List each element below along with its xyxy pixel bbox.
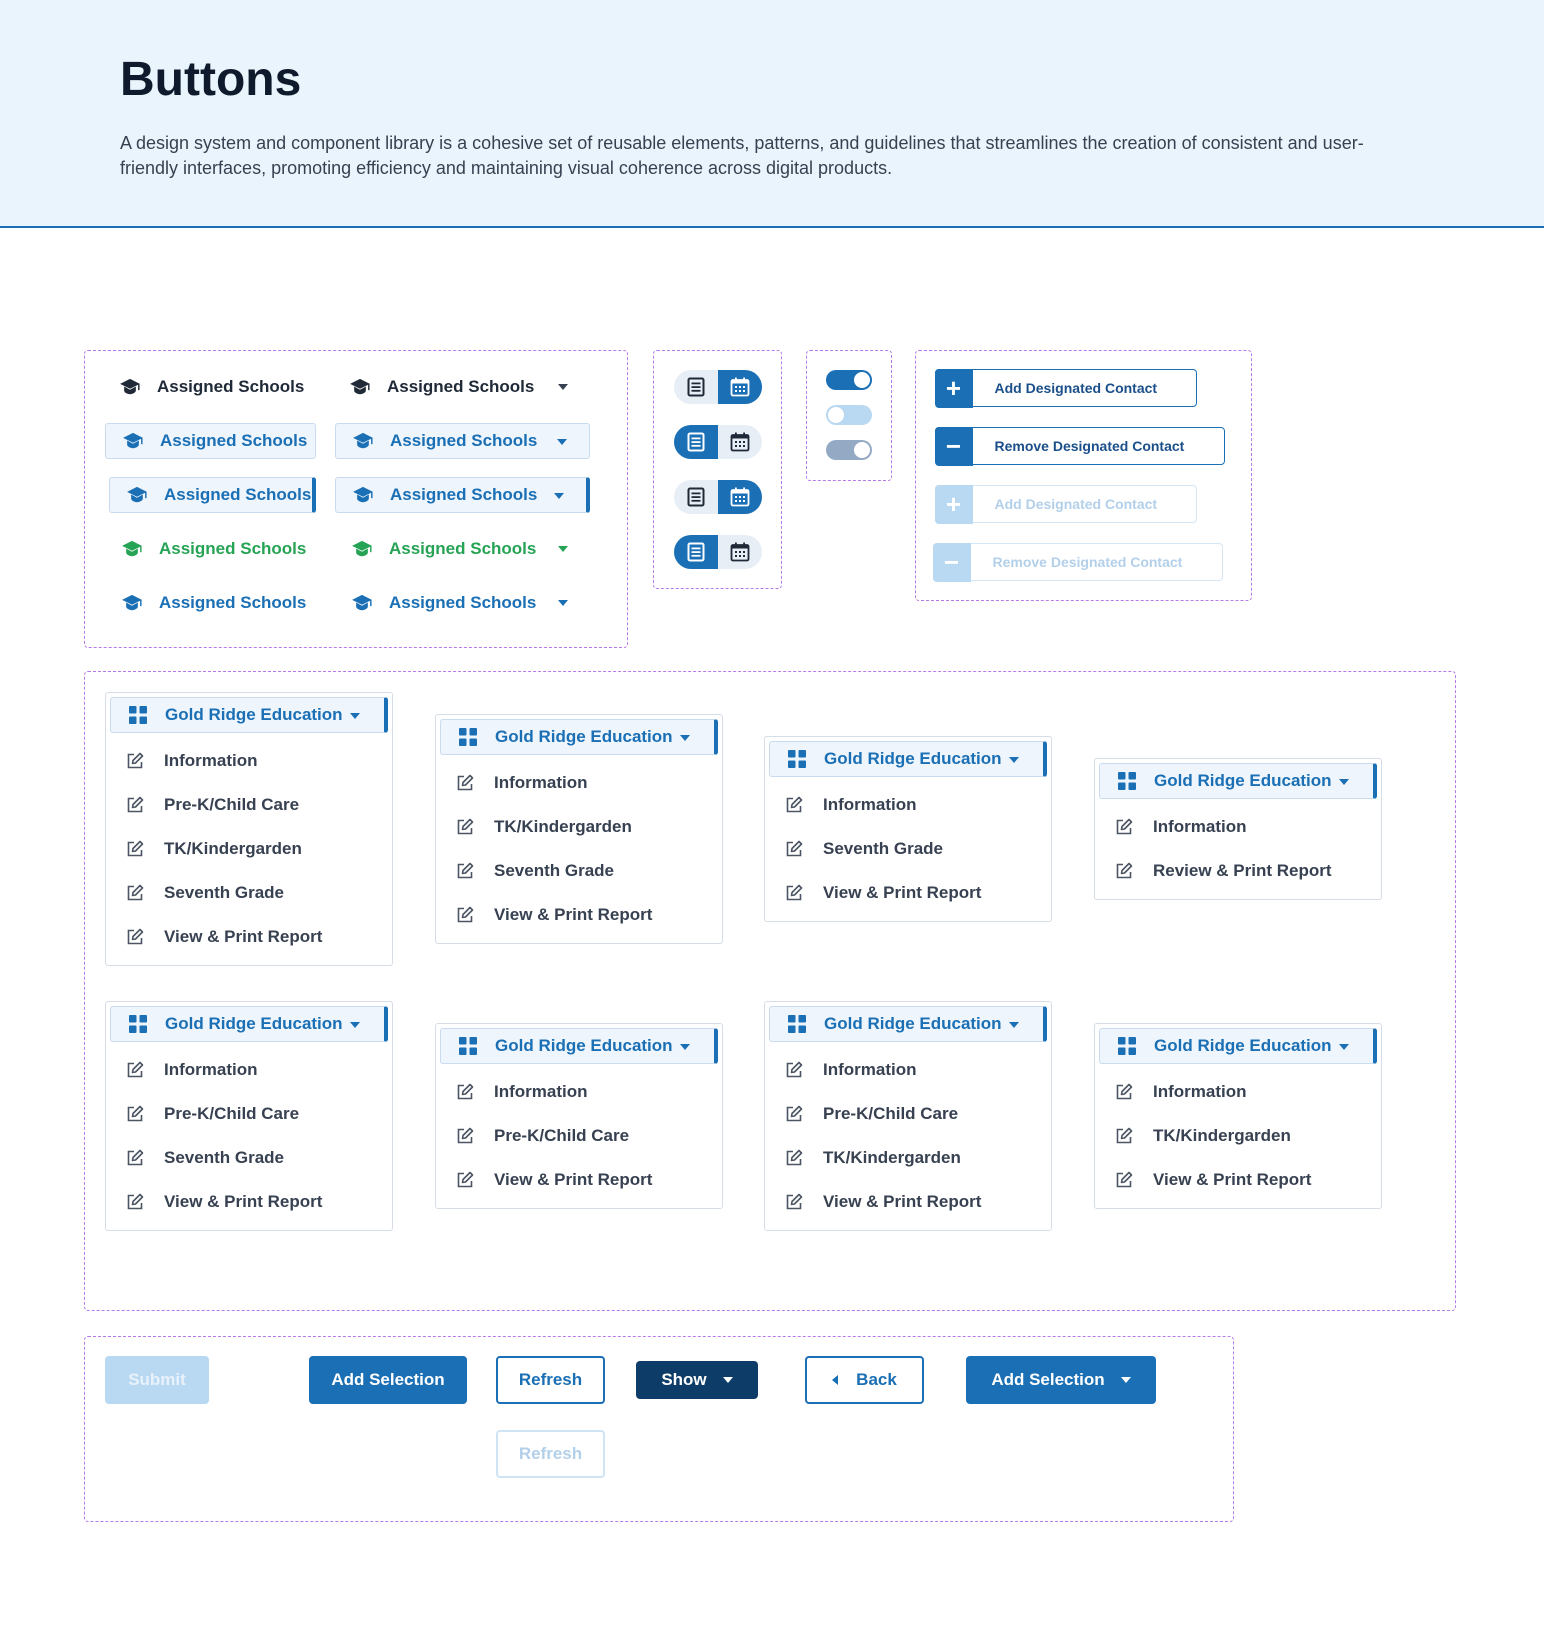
list-icon bbox=[687, 542, 705, 562]
view-toggle-2 bbox=[674, 425, 762, 459]
menu-item[interactable] bbox=[436, 893, 722, 937]
edit-icon bbox=[785, 1105, 803, 1123]
menu-item[interactable] bbox=[1095, 1114, 1381, 1158]
caret-down-icon bbox=[680, 735, 690, 741]
calendar-icon bbox=[730, 432, 750, 452]
edit-icon bbox=[126, 884, 144, 902]
assigned-schools-button-3[interactable] bbox=[109, 477, 316, 513]
graduation-cap-icon bbox=[349, 378, 371, 396]
edit-icon bbox=[456, 906, 474, 924]
edit-icon bbox=[456, 774, 474, 792]
list-icon bbox=[687, 487, 705, 507]
add-designated-contact-label: Add Designated Contact bbox=[994, 496, 1158, 512]
menu-item-label: View & Print Report bbox=[164, 1192, 323, 1211]
assigned-schools-button-dropdown-4[interactable] bbox=[335, 531, 590, 567]
menu-item-label: Information bbox=[1153, 1082, 1247, 1101]
graduation-cap-icon bbox=[122, 432, 144, 450]
assigned-schools-button-4[interactable] bbox=[105, 531, 316, 567]
menu-item-label: Information bbox=[494, 773, 588, 792]
caret-down-icon bbox=[1339, 1044, 1349, 1050]
menu-item-label: View & Print Report bbox=[494, 905, 653, 924]
refresh-label: Refresh bbox=[518, 1370, 583, 1389]
menu-item-label: Seventh Grade bbox=[494, 861, 614, 880]
menu-item[interactable] bbox=[106, 1180, 392, 1224]
minus-icon: − bbox=[935, 427, 973, 466]
menu-card-4 bbox=[1094, 758, 1382, 900]
remove-designated-contact-button-disabled[interactable] bbox=[933, 543, 1223, 581]
menu-item[interactable] bbox=[765, 827, 1051, 871]
menu-card-3 bbox=[764, 736, 1052, 922]
menu-item[interactable] bbox=[106, 827, 392, 871]
page-description: A design system and component library is a cohesive set of reusable elements, patterns, and guidelines that streamlines the creation of consistent and user-friendly interfaces, promoting efficiency and maintaining visual coherence across digital products. bbox=[120, 133, 1364, 178]
back-button[interactable] bbox=[805, 1356, 924, 1404]
menu-item-label: Information bbox=[1153, 817, 1247, 836]
list-icon bbox=[687, 432, 705, 452]
menu-item-label: TK/Kindergarden bbox=[494, 817, 632, 836]
calendar-icon bbox=[730, 542, 750, 562]
minus-icon: − bbox=[933, 543, 971, 582]
graduation-cap-icon bbox=[121, 540, 143, 558]
menu-card-8 bbox=[1094, 1023, 1382, 1209]
grid-icon bbox=[129, 1015, 147, 1033]
menu-card-title: Gold Ridge Education bbox=[495, 727, 673, 746]
calendar-view-toggle[interactable] bbox=[718, 480, 762, 514]
menu-card-title: Gold Ridge Education bbox=[495, 1036, 673, 1055]
caret-down-icon bbox=[558, 600, 568, 606]
edit-icon bbox=[126, 796, 144, 814]
menu-card-title: Gold Ridge Education bbox=[165, 1014, 343, 1033]
menu-item-label: Seventh Grade bbox=[164, 1148, 284, 1167]
page-title: Buttons bbox=[120, 53, 302, 106]
menu-card-title: Gold Ridge Education bbox=[824, 1014, 1002, 1033]
back-label: Back bbox=[856, 1370, 897, 1389]
grid-icon bbox=[459, 728, 477, 746]
edit-icon bbox=[456, 862, 474, 880]
menu-card-header-button[interactable] bbox=[1099, 1028, 1377, 1064]
edit-icon bbox=[126, 1105, 144, 1123]
grid-icon bbox=[788, 750, 806, 768]
grid-icon bbox=[459, 1037, 477, 1055]
submit-label: Submit bbox=[128, 1370, 186, 1389]
edit-icon bbox=[1115, 1171, 1133, 1189]
menu-item[interactable] bbox=[106, 739, 392, 783]
edit-icon bbox=[126, 1193, 144, 1211]
edit-icon bbox=[1115, 1083, 1133, 1101]
list-view-toggle[interactable] bbox=[674, 425, 718, 459]
refresh-button[interactable] bbox=[496, 1356, 605, 1404]
list-view-toggle[interactable] bbox=[674, 535, 718, 569]
assigned-schools-label: Assigned Schools bbox=[390, 431, 538, 450]
add-selection-dropdown-label: Add Selection bbox=[991, 1370, 1105, 1389]
menu-item-label: TK/Kindergarden bbox=[823, 1148, 961, 1167]
add-designated-contact-label: Add Designated Contact bbox=[994, 380, 1158, 396]
caret-down-icon bbox=[680, 1044, 690, 1050]
assigned-schools-label: Assigned Schools bbox=[157, 377, 305, 396]
list-view-toggle[interactable] bbox=[674, 370, 718, 404]
edit-icon bbox=[785, 840, 803, 858]
edit-icon bbox=[126, 1061, 144, 1079]
view-toggle-1 bbox=[674, 370, 762, 404]
menu-card-5 bbox=[105, 1001, 393, 1231]
menu-item[interactable] bbox=[765, 871, 1051, 915]
menu-item-label: View & Print Report bbox=[1153, 1170, 1312, 1189]
assigned-schools-label: Assigned Schools bbox=[389, 539, 537, 558]
calendar-icon bbox=[730, 487, 750, 507]
caret-down-icon bbox=[1339, 779, 1349, 785]
caret-down-icon bbox=[723, 1377, 733, 1383]
edit-icon bbox=[456, 1171, 474, 1189]
menu-card-title: Gold Ridge Education bbox=[824, 749, 1002, 768]
graduation-cap-icon bbox=[126, 486, 148, 504]
add-selection-label: Add Selection bbox=[331, 1370, 445, 1389]
caret-down-icon bbox=[350, 713, 360, 719]
caret-down-icon bbox=[1009, 1022, 1019, 1028]
calendar-icon bbox=[730, 377, 750, 397]
menu-card-1 bbox=[105, 692, 393, 966]
grid-icon bbox=[129, 706, 147, 724]
assigned-schools-button-dropdown-5[interactable] bbox=[335, 585, 590, 621]
menu-item[interactable] bbox=[106, 871, 392, 915]
edit-icon bbox=[1115, 862, 1133, 880]
add-selection-dropdown-button[interactable] bbox=[966, 1356, 1156, 1404]
menu-item-label: Review & Print Report bbox=[1153, 861, 1332, 880]
menu-item[interactable] bbox=[436, 1114, 722, 1158]
assigned-schools-label: Assigned Schools bbox=[160, 431, 308, 450]
menu-card-7 bbox=[764, 1001, 1052, 1231]
menu-item-label: Pre-K/Child Care bbox=[164, 1104, 300, 1123]
caret-down-icon bbox=[1121, 1377, 1131, 1383]
menu-item[interactable] bbox=[1095, 849, 1381, 893]
list-view-toggle[interactable] bbox=[674, 480, 718, 514]
menu-item-label: Seventh Grade bbox=[823, 839, 943, 858]
edit-icon bbox=[456, 1083, 474, 1101]
caret-down-icon bbox=[350, 1022, 360, 1028]
assigned-schools-button-5[interactable] bbox=[105, 585, 316, 621]
menu-item[interactable] bbox=[1095, 1070, 1381, 1114]
edit-icon bbox=[126, 752, 144, 770]
edit-icon bbox=[785, 1149, 803, 1167]
edit-icon bbox=[1115, 818, 1133, 836]
graduation-cap-icon bbox=[352, 432, 374, 450]
refresh-disabled-label: Refresh bbox=[518, 1444, 583, 1463]
add-designated-contact-button[interactable] bbox=[935, 369, 1197, 407]
menu-item-label: Information bbox=[164, 1060, 258, 1079]
menu-item[interactable] bbox=[436, 849, 722, 893]
plus-icon: + bbox=[935, 485, 973, 524]
add-selection-button[interactable] bbox=[309, 1356, 467, 1404]
add-designated-contact-button-disabled[interactable] bbox=[935, 485, 1197, 523]
graduation-cap-icon bbox=[121, 594, 143, 612]
submit-button-disabled[interactable] bbox=[105, 1356, 209, 1404]
menu-card-title: Gold Ridge Education bbox=[1154, 771, 1332, 790]
assigned-schools-label: Assigned Schools bbox=[389, 593, 537, 612]
menu-card-header-button[interactable] bbox=[110, 1006, 388, 1042]
caret-down-icon bbox=[558, 546, 568, 552]
menu-item-label: Information bbox=[823, 795, 917, 814]
edit-icon bbox=[126, 840, 144, 858]
menu-card-header-button[interactable] bbox=[769, 741, 1047, 777]
caret-down-icon bbox=[1009, 757, 1019, 763]
assigned-schools-label: Assigned Schools bbox=[390, 485, 538, 504]
menu-item-label: Seventh Grade bbox=[164, 883, 284, 902]
edit-icon bbox=[126, 928, 144, 946]
show-label: Show bbox=[661, 1370, 707, 1389]
graduation-cap-icon bbox=[119, 378, 141, 396]
page-header bbox=[0, 0, 1544, 228]
menu-item-label: TK/Kindergarden bbox=[164, 839, 302, 858]
caret-down-icon bbox=[554, 493, 564, 499]
view-toggle-4 bbox=[674, 535, 762, 569]
menu-card-header-button[interactable] bbox=[110, 697, 388, 733]
edit-icon bbox=[785, 1193, 803, 1211]
grid-icon bbox=[1118, 772, 1136, 790]
menu-item-label: Information bbox=[823, 1060, 917, 1079]
menu-card-title: Gold Ridge Education bbox=[165, 705, 343, 724]
caret-down-icon bbox=[558, 384, 568, 390]
menu-card-header-button[interactable] bbox=[1099, 763, 1377, 799]
edit-icon bbox=[1115, 1127, 1133, 1145]
view-toggle-3 bbox=[674, 480, 762, 514]
edit-icon bbox=[126, 1149, 144, 1167]
menu-item[interactable] bbox=[765, 1092, 1051, 1136]
remove-designated-contact-label: Remove Designated Contact bbox=[994, 438, 1185, 454]
menu-item-label: Pre-K/Child Care bbox=[164, 795, 300, 814]
switch-off-light[interactable] bbox=[826, 405, 872, 425]
menu-item[interactable] bbox=[436, 805, 722, 849]
menu-item[interactable] bbox=[436, 761, 722, 805]
menu-item-label: TK/Kindergarden bbox=[1153, 1126, 1291, 1145]
edit-icon bbox=[456, 1127, 474, 1145]
menu-item[interactable] bbox=[765, 783, 1051, 827]
grid-icon bbox=[788, 1015, 806, 1033]
menu-item[interactable] bbox=[106, 783, 392, 827]
remove-designated-contact-label: Remove Designated Contact bbox=[992, 554, 1183, 570]
assigned-schools-button-dropdown-2[interactable] bbox=[335, 423, 590, 459]
menu-item-label: View & Print Report bbox=[823, 1192, 982, 1211]
menu-item[interactable] bbox=[106, 915, 392, 959]
calendar-view-toggle[interactable] bbox=[718, 370, 762, 404]
menu-card-title: Gold Ridge Education bbox=[1154, 1036, 1332, 1055]
assigned-schools-button-2[interactable] bbox=[105, 423, 316, 459]
assigned-schools-button-dropdown-3[interactable] bbox=[335, 477, 590, 513]
switch-on[interactable] bbox=[826, 370, 872, 390]
menu-item-label: Pre-K/Child Care bbox=[494, 1126, 630, 1145]
graduation-cap-icon bbox=[351, 594, 373, 612]
edit-icon bbox=[785, 1061, 803, 1079]
menu-item[interactable] bbox=[1095, 1158, 1381, 1202]
refresh-button-disabled[interactable] bbox=[496, 1430, 605, 1478]
menu-item[interactable] bbox=[106, 1092, 392, 1136]
graduation-cap-icon bbox=[351, 540, 373, 558]
menu-item-label: View & Print Report bbox=[494, 1170, 653, 1189]
edit-icon bbox=[456, 818, 474, 836]
menu-item[interactable] bbox=[436, 1158, 722, 1202]
remove-designated-contact-button[interactable] bbox=[935, 427, 1225, 465]
menu-item[interactable] bbox=[1095, 805, 1381, 849]
assigned-schools-button-1[interactable] bbox=[105, 369, 316, 405]
assigned-schools-button-dropdown-1[interactable] bbox=[335, 369, 590, 405]
menu-item-label: View & Print Report bbox=[164, 927, 323, 946]
menu-item[interactable] bbox=[106, 1048, 392, 1092]
menu-card-6 bbox=[435, 1023, 723, 1209]
menu-item-label: View & Print Report bbox=[823, 883, 982, 902]
calendar-view-toggle[interactable] bbox=[718, 425, 762, 459]
edit-icon bbox=[785, 884, 803, 902]
caret-down-icon bbox=[557, 439, 567, 445]
calendar-view-toggle[interactable] bbox=[718, 535, 762, 569]
menu-item[interactable] bbox=[765, 1048, 1051, 1092]
menu-card-2 bbox=[435, 714, 723, 944]
caret-left-icon bbox=[832, 1375, 838, 1385]
menu-card-header-button[interactable] bbox=[440, 1028, 718, 1064]
menu-item-label: Information bbox=[494, 1082, 588, 1101]
menu-card-header-button[interactable] bbox=[440, 719, 718, 755]
menu-item-label: Pre-K/Child Care bbox=[823, 1104, 959, 1123]
menu-item[interactable] bbox=[106, 1136, 392, 1180]
menu-item[interactable] bbox=[436, 1070, 722, 1114]
grid-icon bbox=[1118, 1037, 1136, 1055]
assigned-schools-label: Assigned Schools bbox=[387, 377, 535, 396]
graduation-cap-icon bbox=[352, 486, 374, 504]
assigned-schools-label: Assigned Schools bbox=[164, 485, 312, 504]
switch-disabled[interactable] bbox=[826, 440, 872, 460]
list-icon bbox=[687, 377, 705, 397]
menu-item[interactable] bbox=[765, 1180, 1051, 1224]
edit-icon bbox=[785, 796, 803, 814]
assigned-schools-label: Assigned Schools bbox=[159, 593, 307, 612]
plus-icon: + bbox=[935, 369, 973, 408]
menu-item[interactable] bbox=[765, 1136, 1051, 1180]
menu-card-header-button[interactable] bbox=[769, 1006, 1047, 1042]
show-dropdown-button[interactable] bbox=[636, 1361, 758, 1399]
menu-item-label: Information bbox=[164, 751, 258, 770]
assigned-schools-label: Assigned Schools bbox=[159, 539, 307, 558]
